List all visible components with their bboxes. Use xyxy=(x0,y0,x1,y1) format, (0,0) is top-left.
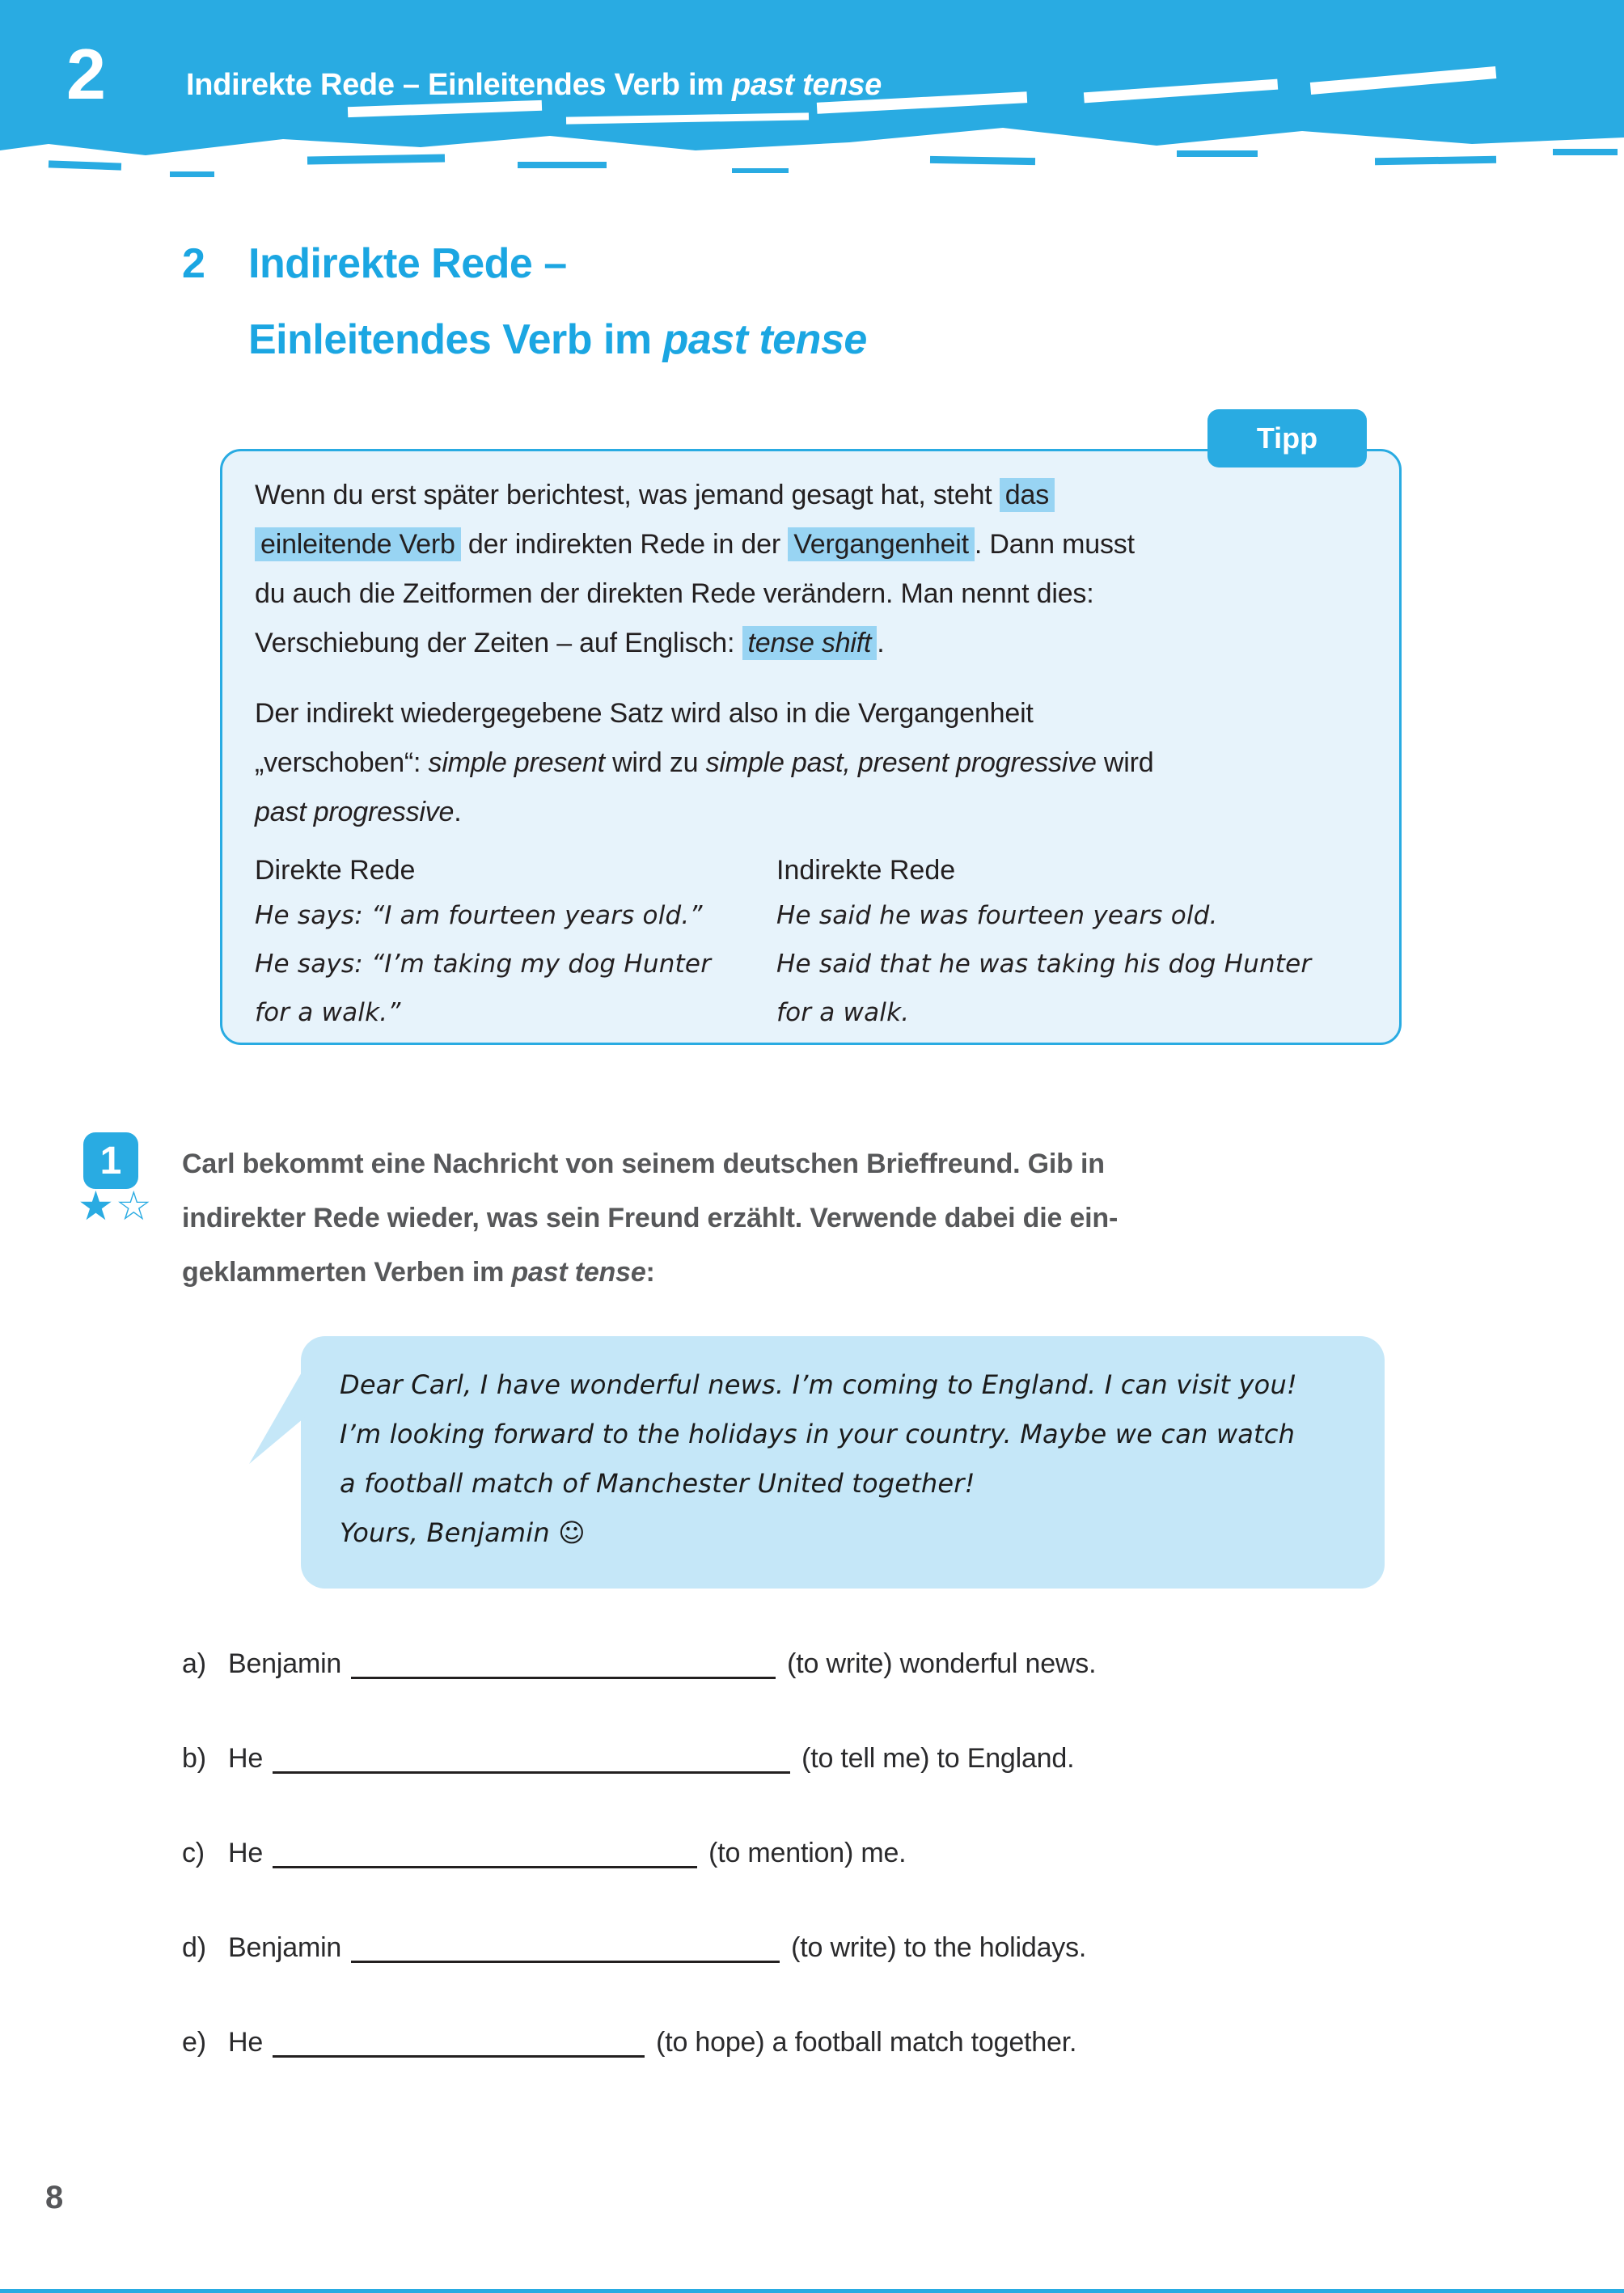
direct-speech-header: Direkte Rede xyxy=(255,855,416,886)
direct-speech-examples: He says: “I am fourteen years old.” He says: “I’m taking my dog Hunter for a walk.” xyxy=(255,901,712,1027)
difficulty-rating xyxy=(78,1182,154,1229)
tip-box xyxy=(220,449,1402,1045)
exercise-item-b xyxy=(182,1741,1074,1775)
exercise-item-e xyxy=(182,2024,1076,2058)
message-text: Dear Carl, I have wonderful news. I’m coming to England. I can visit you! I’m looking forward to the holidays in your country. Maybe we can watch a football match of Manchester United together! Yours, Benjamin ☺ xyxy=(340,1369,1297,1548)
bottom-rule xyxy=(0,2289,1624,2293)
bubble-tail xyxy=(249,1365,306,1464)
page-number: 8 xyxy=(45,2180,64,2215)
item-subject: Benjamin xyxy=(228,1648,342,1679)
item-subject: He xyxy=(228,1743,264,1774)
message-bubble xyxy=(301,1336,1385,1589)
speech-comparison-table xyxy=(255,849,1371,1037)
page-title-line2: Einleitendes Verb im past tense xyxy=(248,316,867,363)
exercise-item-d xyxy=(182,1930,1086,1964)
exercise-item-a xyxy=(182,1646,1096,1680)
item-label: e) xyxy=(182,2027,206,2058)
exercise-item-c xyxy=(182,1835,906,1869)
header-chapter-title: Indirekte Rede – Einleitendes Verb im past tense xyxy=(186,68,882,102)
star-outline-icon: ☆ xyxy=(115,1183,154,1229)
item-after-text: (to hope) a football match together. xyxy=(656,2027,1077,2058)
item-label: b) xyxy=(182,1743,206,1774)
item-label: a) xyxy=(182,1648,206,1679)
tip-paragraph-1: Wenn du erst später berichtest, was jemand gesagt hat, steht das einleitende Verb der indirekten Rede in der Vergangenheit . Dann musst du auch die Zeitformen der direkten Rede verändern. Man nennt dies: Verschiebung der Zeiten – auf Englisch: tense shift . xyxy=(255,480,1135,658)
item-subject: Benjamin xyxy=(228,1932,342,1963)
star-filled-icon: ★ xyxy=(78,1183,116,1229)
indirect-speech-column xyxy=(776,849,1371,1037)
heading-number: 2 xyxy=(182,240,205,287)
item-subject: He xyxy=(228,2027,264,2058)
header-chapter-number: 2 xyxy=(66,34,106,114)
item-label: c) xyxy=(182,1838,205,1868)
item-after-text: (to write) wonderful news. xyxy=(787,1648,1097,1679)
item-after-text: (to mention) me. xyxy=(708,1838,907,1868)
exercise-instruction: Carl bekommt eine Nachricht von seinem deutschen Brieffreund. Gib in indirekter Rede wieder, was sein Freund erzählt. Verwende dabei die ein- geklammerten Verben im past tense: xyxy=(182,1149,1119,1288)
exercise-number-badge: 1 xyxy=(83,1132,138,1189)
item-subject: He xyxy=(228,1838,264,1868)
item-after-text: (to tell me) to England. xyxy=(801,1743,1075,1774)
page-title-line1: Indirekte Rede – xyxy=(248,240,567,287)
answer-blank[interactable] xyxy=(273,2031,645,2058)
direct-speech-column xyxy=(255,849,776,1037)
tip-paragraph-2: Der indirekt wiedergegebene Satz wird also in die Vergangenheit „verschoben“: simple present wird zu simple past, present progressive wird past progressive. xyxy=(255,698,1154,827)
item-label: d) xyxy=(182,1932,206,1963)
tip-tab: Tipp xyxy=(1207,409,1367,467)
answer-blank[interactable] xyxy=(351,1652,776,1679)
indirect-speech-header: Indirekte Rede xyxy=(776,855,956,886)
answer-blank[interactable] xyxy=(273,1747,790,1774)
indirect-speech-examples: He said he was fourteen years old. He said that he was taking his dog Hunter for a walk. xyxy=(776,901,1312,1027)
answer-blank[interactable] xyxy=(273,1842,697,1868)
item-after-text: (to write) to the holidays. xyxy=(791,1932,1087,1963)
answer-blank[interactable] xyxy=(351,1936,780,1963)
